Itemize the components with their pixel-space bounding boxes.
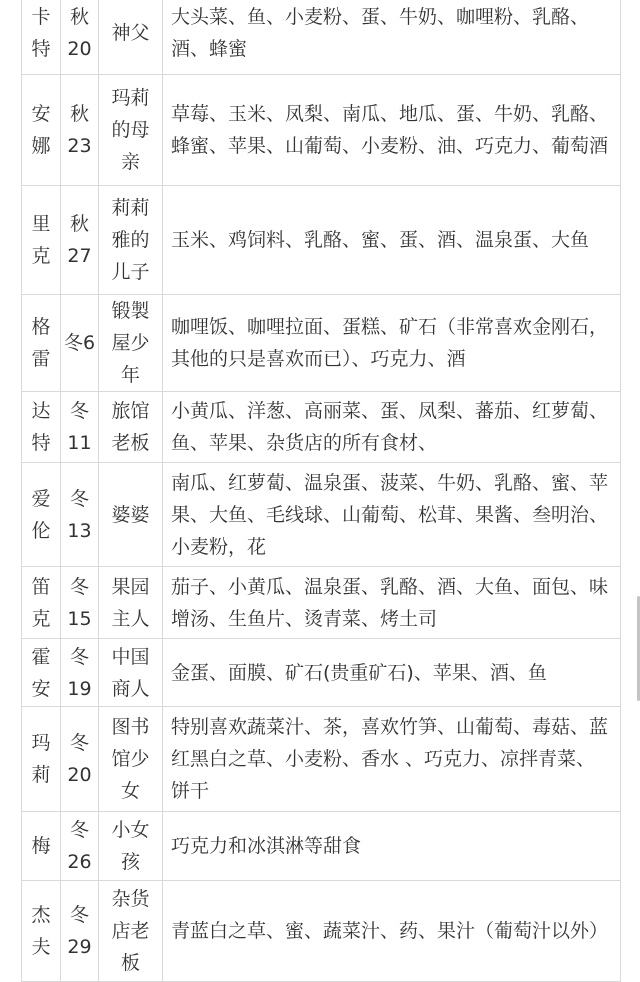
table-row: [22, 75, 621, 186]
villager-role: 玛莉的母亲: [99, 75, 163, 186]
table-row: [22, 295, 621, 392]
villager-role: 莉莉雅的儿子: [99, 186, 163, 295]
table-row: [22, 0, 621, 75]
table-row: [22, 639, 621, 707]
birthday: 秋20: [61, 0, 99, 75]
liked-gifts: 茄子、小黄瓜、温泉蛋、乳酪、酒、大鱼、面包、味增汤、生鱼片、烫青菜、烤土司: [163, 567, 621, 639]
villager-name: 里克: [22, 186, 61, 295]
birthday: 冬13: [61, 463, 99, 567]
villager-role: 图书馆少女: [99, 707, 163, 812]
villager-role: 杂货店老板: [99, 881, 163, 982]
liked-gifts: 咖哩饭、咖哩拉面、蛋糕、矿石（非常喜欢金刚石，其他的只是喜欢而已）、巧克力、酒: [163, 295, 621, 392]
villager-role: 中国商人: [99, 639, 163, 707]
villager-role: 小女孩: [99, 812, 163, 881]
villager-role: 旅馆老板: [99, 392, 163, 463]
villager-role: 神父: [99, 0, 163, 75]
liked-gifts: 巧克力和冰淇淋等甜食: [163, 812, 621, 881]
villager-name: 安娜: [22, 75, 61, 186]
liked-gifts: 青蓝白之草、蜜、蔬菜汁、药、果汁（葡萄汁以外）: [163, 881, 621, 982]
birthday: 冬6: [61, 295, 99, 392]
villager-name: 杰夫: [22, 881, 61, 982]
birthday: 冬19: [61, 639, 99, 707]
villager-gift-table: [21, 0, 621, 982]
villager-name: 格雷: [22, 295, 61, 392]
villager-name: 笛克: [22, 567, 61, 639]
table-row: [22, 392, 621, 463]
villager-name: 爱伦: [22, 463, 61, 567]
birthday: 冬26: [61, 812, 99, 881]
villager-name: 卡特: [22, 0, 61, 75]
liked-gifts: 草莓、玉米、凤梨、南瓜、地瓜、蛋、牛奶、乳酪、蜂蜜、苹果、山葡萄、小麦粉、油、巧克力、葡萄酒: [163, 75, 621, 186]
liked-gifts: 玉米、鸡饲料、乳酪、蜜、蛋、酒、温泉蛋、大鱼: [163, 186, 621, 295]
table-row: [22, 186, 621, 295]
villager-role: 锻製屋少年: [99, 295, 163, 392]
birthday: 秋23: [61, 75, 99, 186]
table-row: [22, 812, 621, 881]
liked-gifts: 大头菜、鱼、小麦粉、蛋、牛奶、咖哩粉、乳酪、酒、蜂蜜: [163, 0, 621, 75]
table-row: [22, 881, 621, 982]
villager-name: 梅: [22, 812, 61, 881]
birthday: 秋27: [61, 186, 99, 295]
liked-gifts: 金蛋、面膜、矿石(贵重矿石)、苹果、酒、鱼: [163, 639, 621, 707]
liked-gifts: 南瓜、红萝蔔、温泉蛋、菠菜、牛奶、乳酪、蜜、苹果、大鱼、毛线球、山葡萄、松茸、果酱、叁明治、小麦粉，花: [163, 463, 621, 567]
villager-name: 霍安: [22, 639, 61, 707]
birthday: 冬20: [61, 707, 99, 812]
villager-role: 婆婆: [99, 463, 163, 567]
table-row: [22, 463, 621, 567]
birthday: 冬29: [61, 881, 99, 982]
villager-name: 玛莉: [22, 707, 61, 812]
birthday: 冬15: [61, 567, 99, 639]
villager-role: 果园主人: [99, 567, 163, 639]
villager-name: 达特: [22, 392, 61, 463]
table-row: [22, 707, 621, 812]
birthday: 冬11: [61, 392, 99, 463]
liked-gifts: 特别喜欢蔬菜汁、茶，喜欢竹笋、山葡萄、毒菇、蓝红黑白之草、小麦粉、香水 、巧克力、凉拌青菜、饼干: [163, 707, 621, 812]
table-row: [22, 567, 621, 639]
liked-gifts: 小黄瓜、洋葱、高丽菜、蛋、凤梨、蕃茄、红萝蔔、鱼、苹果、杂货店的所有食材、: [163, 392, 621, 463]
